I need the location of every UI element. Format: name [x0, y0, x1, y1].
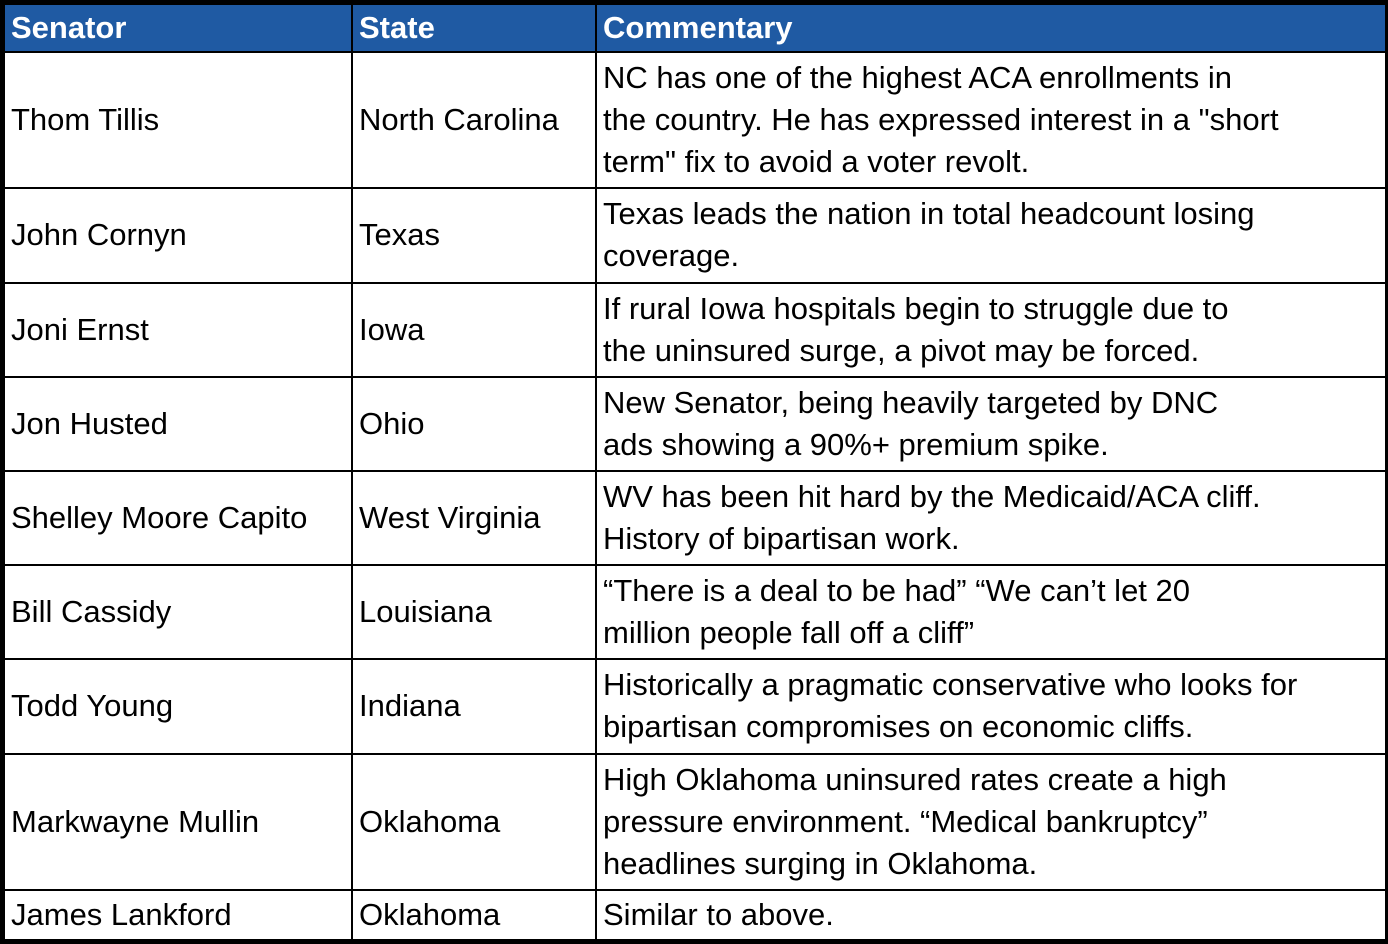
senator-cell: John Cornyn — [4, 188, 352, 282]
commentary-line: New Senator, being heavily targeted by DNC — [603, 384, 1219, 420]
senator-cell: Jon Husted — [4, 377, 352, 471]
senator-cell: Shelley Moore Capito — [4, 471, 352, 565]
commentary-line: coverage. — [603, 238, 740, 274]
senator-cell: Thom Tillis — [4, 52, 352, 188]
commentary-line: Texas leads the nation in total headcount losing — [603, 196, 1255, 232]
table-row — [4, 890, 1386, 940]
table-row — [4, 283, 1386, 377]
commentary-line: High Oklahoma uninsured rates create a high — [603, 761, 1227, 797]
state-cell: Texas — [352, 188, 596, 282]
commentary-cell — [596, 659, 1386, 753]
senator-cell: Bill Cassidy — [4, 565, 352, 659]
commentary-line: WV has been hit hard by the Medicaid/ACA cliff. — [603, 479, 1261, 514]
commentary-line: If rural Iowa hospitals begin to struggle due to — [603, 290, 1229, 326]
commentary-cell — [596, 471, 1386, 565]
senator-cell: Todd Young — [4, 659, 352, 753]
commentary-cell — [596, 283, 1386, 377]
commentary-line: pressure environment. “Medical bankruptcy” — [603, 803, 1208, 839]
commentary-line: million people fall off a cliff” — [603, 615, 975, 651]
header-senator: Senator — [4, 4, 352, 52]
commentary-line: term" fix to avoid a voter revolt. — [603, 144, 1030, 180]
commentary-cell — [596, 890, 1386, 940]
senator-cell: Joni Ernst — [4, 283, 352, 377]
commentary-cell — [596, 565, 1386, 659]
commentary-line: the uninsured surge, a pivot may be forced. — [603, 332, 1200, 368]
senator-cell: Markwayne Mullin — [4, 754, 352, 890]
commentary-line: NC has one of the highest ACA enrollments in — [603, 60, 1232, 96]
state-cell: North Carolina — [352, 52, 596, 188]
header-commentary: Commentary — [596, 4, 1386, 52]
table-row — [4, 659, 1386, 753]
commentary-cell — [596, 52, 1386, 188]
commentary-line: Historically a pragmatic conservative who looks for — [603, 667, 1298, 703]
commentary-line: ads showing a 90%+ premium spike. — [603, 426, 1109, 462]
state-cell: Louisiana — [352, 565, 596, 659]
table-row — [4, 377, 1386, 471]
commentary-cell — [596, 377, 1386, 471]
state-cell: Indiana — [352, 659, 596, 753]
header-state: State — [352, 4, 596, 52]
commentary-line: bipartisan compromises on economic cliffs. — [603, 709, 1194, 745]
commentary-cell — [596, 188, 1386, 282]
commentary-line: headlines surging in Oklahoma. — [603, 845, 1038, 881]
table-row — [4, 52, 1386, 188]
commentary-line: “There is a deal to be had” “We can’t let 20 — [603, 573, 1191, 609]
state-cell: Iowa — [352, 283, 596, 377]
table-row — [4, 188, 1386, 282]
table-row — [4, 565, 1386, 659]
commentary-line: Similar to above. — [603, 896, 834, 932]
commentary-line: the country. He has expressed interest in a "short — [603, 102, 1279, 138]
header-row — [4, 4, 1386, 52]
senator-commentary-table — [3, 3, 1387, 941]
table-row — [4, 754, 1386, 890]
state-cell: West Virginia — [352, 471, 596, 565]
state-cell: Oklahoma — [352, 754, 596, 890]
senator-cell: James Lankford — [4, 890, 352, 940]
table-row — [4, 471, 1386, 565]
state-cell: Oklahoma — [352, 890, 596, 940]
commentary-line: History of bipartisan work. — [603, 521, 960, 556]
commentary-cell — [596, 754, 1386, 890]
state-cell: Ohio — [352, 377, 596, 471]
